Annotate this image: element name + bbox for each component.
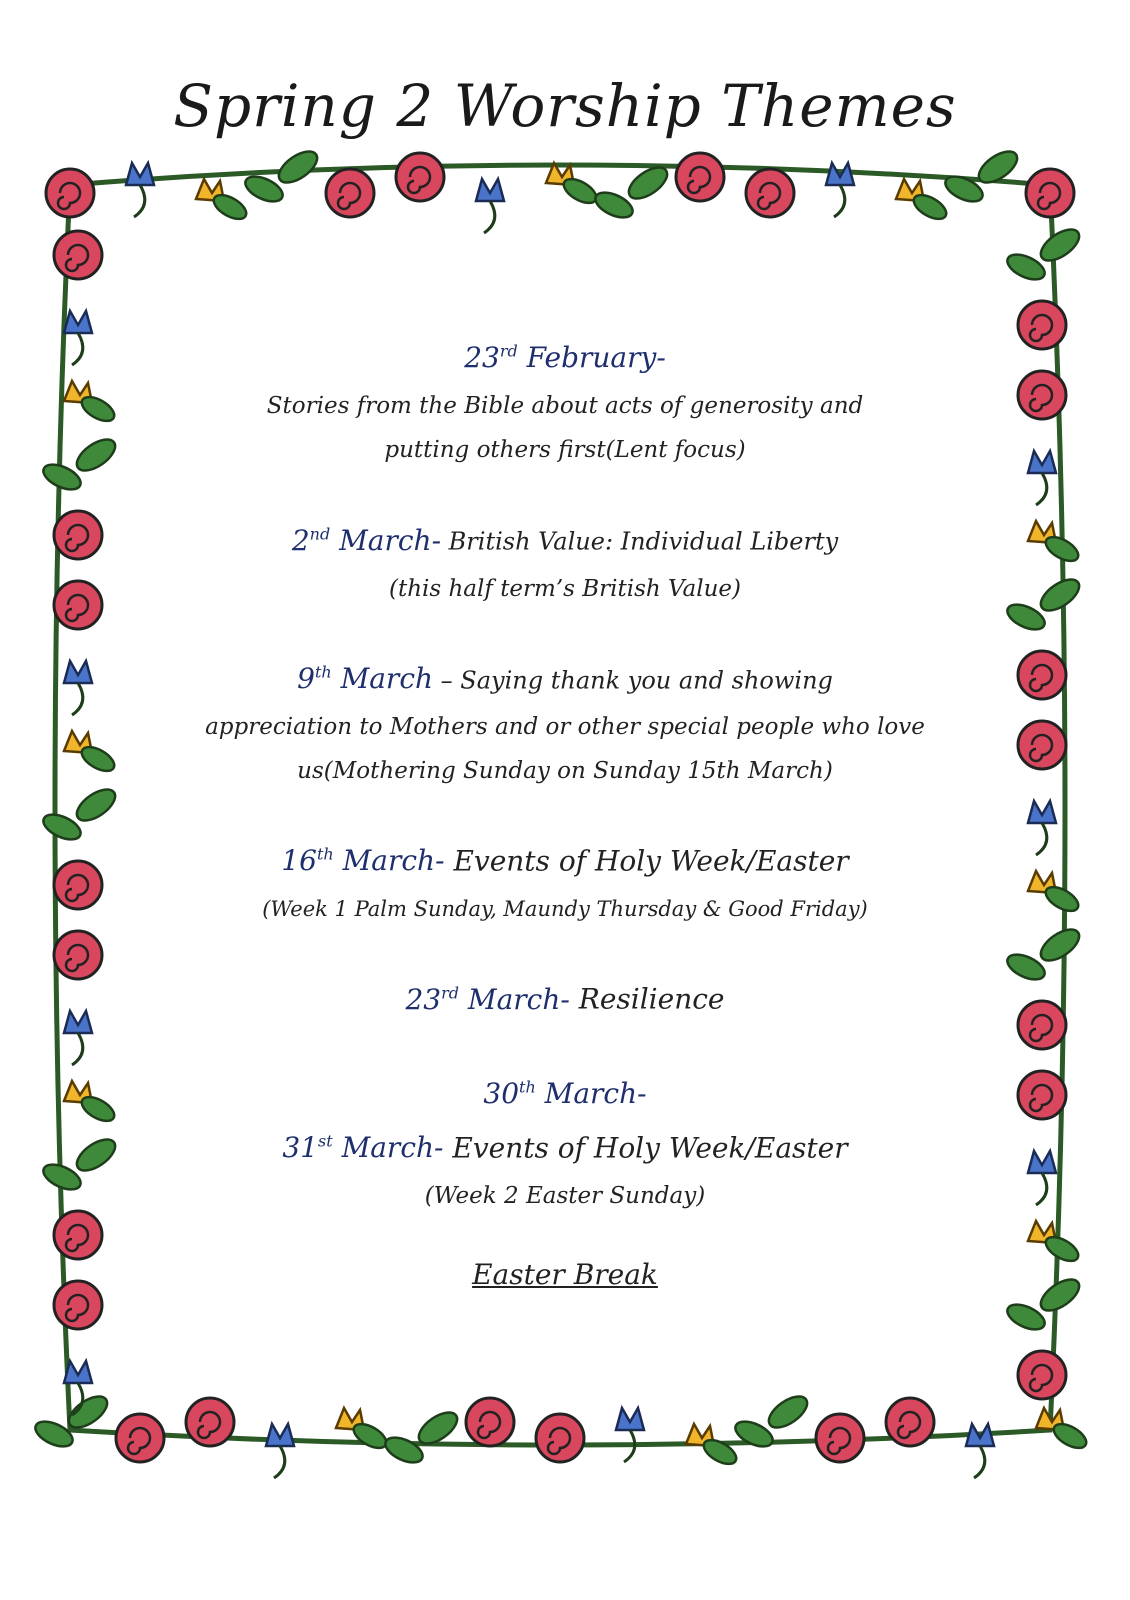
leaf-icon [1042, 882, 1082, 916]
blue-flower-icon [476, 179, 504, 201]
leaf-icon [78, 742, 118, 776]
rose-icon [676, 153, 724, 201]
rose-icon [54, 861, 102, 909]
entry-23-february [180, 330, 950, 472]
blue-flower-icon [1028, 801, 1056, 823]
rose-icon [1018, 301, 1066, 349]
blue-flower-icon [1028, 451, 1056, 473]
rose-icon [46, 169, 94, 217]
rose-icon [1018, 1001, 1066, 1049]
entry-31-march [180, 1120, 950, 1218]
tendril-icon [974, 1446, 985, 1478]
leaf-icon [1036, 923, 1085, 966]
leaf-icon [64, 1390, 113, 1433]
entry-headline: British Value: Individual Liberty [441, 527, 839, 556]
leaf-icon [72, 783, 121, 826]
tendril-icon [72, 333, 83, 365]
leaf-icon [910, 190, 950, 224]
rose-icon [1018, 1351, 1066, 1399]
blue-flower-icon [64, 1011, 92, 1033]
entry-description: (this half term’s British Value) [388, 575, 742, 602]
entry-9-march [180, 651, 950, 793]
rose-icon [54, 511, 102, 559]
rose-icon [466, 1398, 514, 1446]
leaf-icon [72, 1133, 121, 1176]
tendril-icon [834, 185, 845, 217]
tendril-icon [1036, 823, 1047, 855]
entry-date: 23rd March- [405, 982, 570, 1016]
rose-icon [746, 169, 794, 217]
rose-icon [54, 581, 102, 629]
rose-icon [396, 153, 444, 201]
page-title: Spring 2 Worship Themes [173, 72, 957, 140]
tendril-icon [134, 185, 145, 217]
entry-date: 2nd March- [291, 523, 442, 557]
tendril-icon [72, 1033, 83, 1065]
leaf-icon [1042, 1232, 1082, 1266]
blue-flower-icon [64, 661, 92, 683]
rose-icon [1018, 721, 1066, 769]
leaf-icon [210, 190, 250, 224]
leaf-icon [78, 1092, 118, 1126]
entry-16-march [180, 833, 950, 931]
rose-icon [116, 1414, 164, 1462]
rose-icon [326, 169, 374, 217]
easter-break-label: Easter Break [472, 1258, 658, 1292]
entry-2-march [180, 512, 950, 610]
entry-date: 16th March- [281, 844, 445, 878]
entry-headline: Events of Holy Week/Easter [444, 844, 849, 878]
tendril-icon [72, 683, 83, 715]
entry-description: Stories from the Bible about acts of generosity and [266, 393, 864, 420]
entry-description: us(Mothering Sunday on Sunday 15th March) [297, 757, 833, 784]
rose-icon [816, 1414, 864, 1462]
entry-description: putting others first(Lent focus) [384, 437, 746, 464]
leaf-icon [350, 1419, 390, 1453]
blue-flower-icon [1028, 1151, 1056, 1173]
entry-date: 23rd February- [464, 341, 666, 375]
entry-headline: Events of Holy Week/Easter [443, 1131, 848, 1165]
entry-description: appreciation to Mothers and or other special people who love [205, 713, 925, 740]
rose-icon [1018, 651, 1066, 699]
blue-flower-icon [616, 1408, 644, 1430]
rose-icon [1026, 169, 1074, 217]
tendril-icon [274, 1446, 285, 1478]
leaf-icon [78, 392, 118, 426]
leaf-icon [764, 1390, 813, 1433]
leaf-icon [1036, 223, 1085, 266]
rose-icon [1018, 1071, 1066, 1119]
leaf-icon [700, 1435, 740, 1469]
leaf-icon [560, 174, 600, 208]
footer-note [180, 1258, 950, 1291]
rose-icon [186, 1398, 234, 1446]
blue-flower-icon [64, 1361, 92, 1383]
rose-icon [886, 1398, 934, 1446]
rose-icon [536, 1414, 584, 1462]
entry-description: (Week 2 Easter Sunday) [424, 1183, 706, 1210]
leaf-icon [274, 145, 323, 188]
rose-icon [54, 231, 102, 279]
blue-flower-icon [64, 311, 92, 333]
entry-date: 9th March [297, 661, 434, 695]
entry-headline: – Saying thank you and showing [433, 665, 833, 694]
entry-date: 30th March- [483, 1076, 647, 1110]
entry-23-march [180, 971, 950, 1025]
tendril-icon [484, 201, 495, 233]
rose-icon [54, 1281, 102, 1329]
rose-icon [1018, 371, 1066, 419]
leaf-icon [1036, 573, 1085, 616]
blue-flower-icon [126, 163, 154, 185]
rose-icon [54, 931, 102, 979]
rose-icon [54, 1211, 102, 1259]
leaf-icon [1050, 1419, 1090, 1453]
entry-date: 31st March- [282, 1131, 444, 1165]
blue-flower-icon [266, 1424, 294, 1446]
entry-30-march [180, 1066, 950, 1120]
tendril-icon [1036, 473, 1047, 505]
leaf-icon [1036, 1273, 1085, 1316]
entry-description: (Week 1 Palm Sunday, Maundy Thursday & Good Friday) [262, 897, 868, 922]
leaf-icon [72, 433, 121, 476]
entry-headline: Resilience [569, 982, 725, 1016]
themes-list [180, 330, 950, 1331]
tendril-icon [1036, 1173, 1047, 1205]
